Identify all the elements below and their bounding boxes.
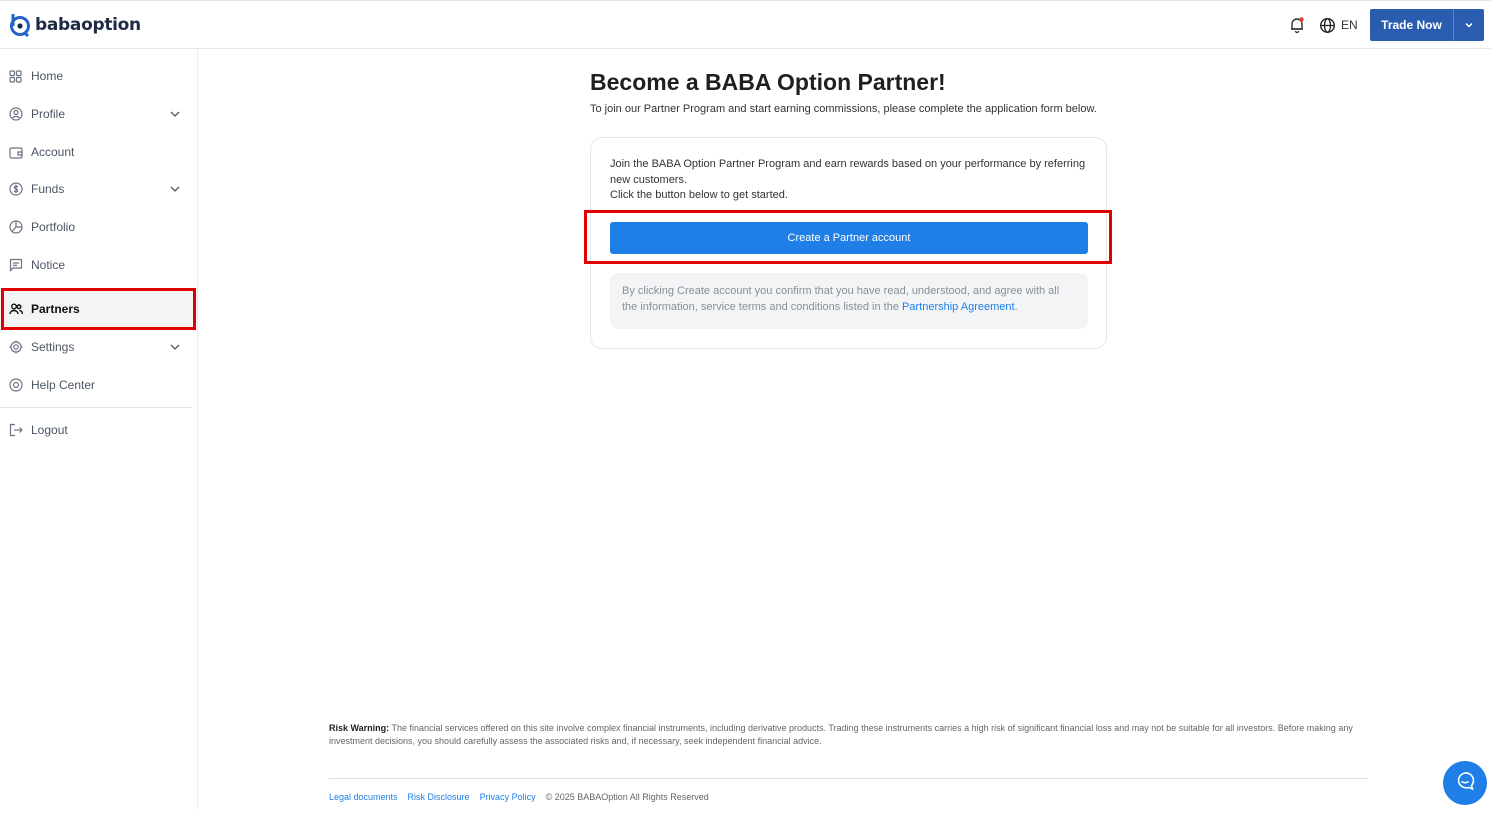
logo[interactable] xyxy=(9,13,141,37)
top-header xyxy=(0,0,1491,49)
sidebar-item-label: Help Center xyxy=(31,378,96,392)
notice-end: . xyxy=(1014,300,1018,313)
page-title: Become a BABA Option Partner! xyxy=(590,69,946,95)
logo-text: babaoption xyxy=(35,15,141,35)
sidebar-item-funds[interactable] xyxy=(0,171,197,207)
footer-link-legal-documents[interactable]: Legal documents xyxy=(329,792,398,802)
footer-divider xyxy=(329,778,1368,779)
user-circle-icon xyxy=(8,107,23,122)
sidebar-item-logout[interactable] xyxy=(0,412,197,448)
chat-support-button[interactable] xyxy=(1443,761,1487,805)
language-selector[interactable]: EN xyxy=(1341,18,1358,32)
sidebar-item-profile[interactable] xyxy=(0,96,197,132)
message-icon xyxy=(8,258,23,273)
logout-icon xyxy=(8,423,23,438)
card-text-2: Click the button below to get started. xyxy=(610,189,788,201)
chevron-down-icon[interactable] xyxy=(1454,9,1484,41)
chevron-down-icon[interactable] xyxy=(169,108,181,120)
copyright-text: © 2025 BABAOption All Rights Reserved xyxy=(545,792,709,802)
sidebar-item-label: Logout xyxy=(31,423,68,437)
sidebar-item-home[interactable] xyxy=(0,58,197,94)
chevron-down-icon[interactable] xyxy=(169,341,181,353)
sidebar-item-account[interactable] xyxy=(0,134,197,170)
card-text-1: Join the BABA Option Partner Program and earn rewards based on your performance by referring new customers. xyxy=(610,158,1086,186)
pie-chart-icon xyxy=(8,220,23,235)
footer-links xyxy=(329,792,709,802)
footer-link-privacy-policy[interactable]: Privacy Policy xyxy=(479,792,536,802)
wallet-icon xyxy=(8,145,23,160)
sidebar-item-label: Funds xyxy=(31,182,65,196)
risk-warning-text: The financial services offered on this site involve complex financial instruments, including derivative products. Trading these instruments carries a high risk of significant financial loss and may not be suitable for all investors. Before making any investment decisions, you should carefully assess the associated risks and, if necessary, seek independent financial advice. xyxy=(329,723,1353,746)
logo-icon xyxy=(9,13,31,37)
sidebar-item-label: Settings xyxy=(31,340,75,354)
chat-icon xyxy=(1454,770,1476,797)
risk-warning xyxy=(329,722,1369,747)
sidebar-item-label: Partners xyxy=(31,302,80,316)
globe-icon[interactable] xyxy=(1319,17,1336,34)
sidebar-item-help-center[interactable] xyxy=(0,367,197,403)
create-partner-account-button[interactable]: Create a Partner account xyxy=(610,222,1088,254)
page-subtitle: To join our Partner Program and start earning commissions, please complete the application form below. xyxy=(590,103,1097,115)
sidebar-item-label: Home xyxy=(31,69,64,83)
sidebar-item-portfolio[interactable] xyxy=(0,209,197,245)
footer-link-risk-disclosure[interactable]: Risk Disclosure xyxy=(407,792,470,802)
sidebar-item-label: Portfolio xyxy=(31,220,76,234)
trade-now-label[interactable]: Trade Now xyxy=(1370,9,1454,41)
sidebar-item-notice[interactable] xyxy=(0,247,197,283)
dollar-circle-icon xyxy=(8,182,23,197)
sidebar-item-label: Profile xyxy=(31,107,66,121)
chevron-down-icon[interactable] xyxy=(169,183,181,195)
sidebar-item-label: Account xyxy=(31,145,75,159)
sidebar-item-label: Notice xyxy=(31,258,66,272)
agreement-notice xyxy=(610,273,1088,329)
lifebuoy-icon xyxy=(8,378,23,393)
sidebar-item-settings[interactable] xyxy=(0,329,197,365)
notification-bell-icon[interactable] xyxy=(1288,16,1306,34)
notice-text: By clicking Create account you confirm that you have read, understood, and agree with all the information, service terms and conditions listed in the xyxy=(622,285,1060,313)
partnership-agreement-link[interactable]: Partnership Agreement xyxy=(902,300,1015,313)
cta-highlight-box xyxy=(584,210,1112,264)
grid-icon xyxy=(8,69,23,84)
sidebar-divider xyxy=(0,407,192,408)
partners-highlight-box xyxy=(1,288,196,330)
gear-icon xyxy=(8,340,23,355)
risk-warning-label: Risk Warning: xyxy=(329,723,390,733)
trade-now-button[interactable] xyxy=(1370,9,1484,41)
card-description xyxy=(610,157,1090,204)
